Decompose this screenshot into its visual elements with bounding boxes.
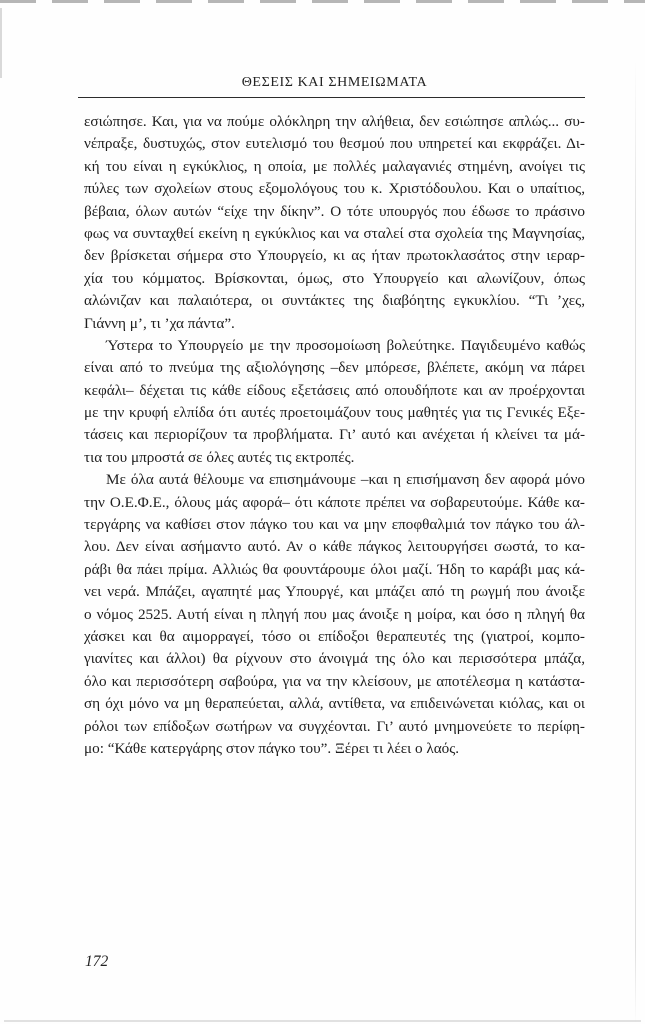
text-line: Ύστερα το Υπουργείο με την προσομοίωση βολεύτηκε. Παγιδευμένο καθώς bbox=[106, 336, 585, 354]
text-line: μο: “Κάθε κατεργάρης στον πάγκο του”. Ξέρει τι λέει ο λαός. bbox=[84, 739, 460, 757]
text-line: νει νερά. Μπάζει, αγαπητέ μας Υπουργέ, και μπάζει από τη ρωγμή που άνοιξε bbox=[84, 583, 585, 601]
text-line: κή του είναι η εγκύκλιος, η οποία, με πολλές μαλαγανιές στημένη, ανοίγει τις bbox=[84, 157, 585, 175]
page-number: 172 bbox=[85, 953, 109, 970]
text-line: Με όλα αυτά θέλουμε να επισημάνουμε –και η επισήμανση δεν αφορά μόνο bbox=[106, 471, 585, 489]
scan-edge-top bbox=[0, 0, 645, 3]
text-line: κεφάλι– δέχεται τις κάθε είδους εξετάσεις από οπουδήποτε και αν προέρχονται bbox=[84, 381, 585, 399]
running-header-title: ΘΕΣΕΙΣ ΚΑΙ ΣΗΜΕΙΩΜΑΤΑ bbox=[241, 75, 428, 90]
paragraph bbox=[84, 469, 585, 760]
text-line: είναι από το πνεύμα της αξιολόγησης –δεν μπόρεσε, βλέπετε, ακόμη να πάρει bbox=[84, 359, 585, 377]
text-line: ρόλοι των επίδοξων σωτήρων να συγχέονται. Γι’ αυτό μνημονεύετε το περίφη- bbox=[84, 717, 585, 735]
scan-edge-left bbox=[0, 8, 2, 78]
text-line: δεν βρίσκεται σήμερα στο Υπουργείο, κι ας ήταν πρωτοκλασάτος στην ιεραρ- bbox=[84, 247, 585, 265]
text-line: την Ο.Ε.Φ.Ε., όλους μάς αφορά– ότι κάποτε πρέπει να σοβαρευτούμε. Κάθε κα- bbox=[84, 493, 585, 511]
text-line: λου. Δεν είναι ασήμαντο αυτό. Αν ο κάθε πάγκος λειτουργήσει σωστά, το κα- bbox=[84, 538, 585, 556]
text-line: ση όχι μόνο να μη θεραπεύεται, αλλά, αντίθετα, να επιδεινώνεται κιόλας, και οι bbox=[84, 695, 585, 713]
header-rule bbox=[78, 97, 585, 98]
text-line: εσιώπησε. Και, για να πούμε ολόκληρη την αλήθεια, δεν εσιώπησε απλώς... συ- bbox=[84, 113, 585, 130]
text-block bbox=[84, 111, 585, 760]
scan-edge-right bbox=[635, 60, 637, 1024]
paragraph bbox=[84, 335, 585, 469]
text-line: χάσκει και θα αιμορραγεί, τόσο οι επίδοξοι θεραπευτές της (γιατροί, κομπο- bbox=[84, 627, 585, 645]
text-line: τεργάρης να καθίσει στον πάγκο του και να μην εποφθαλμιά τον πάγκο του άλ- bbox=[84, 516, 585, 534]
text-line: φως να συνταχθεί εκείνη η εγκύκλιος και να σταλεί στα σχολεία της Μαγνησίας, bbox=[84, 224, 585, 242]
text-line: γιανίτες και άλλοι) θα ρίχνουν στο άνοιγμά της όλο και περισσότερα μπάζα, bbox=[84, 650, 585, 668]
text-line: Γιάννη μ’, τι ’χα πάντα”. bbox=[84, 314, 235, 332]
text-line: αλώνιζαν και παλαιότερα, οι συντάκτες της διαβόητης εγκυκλίου. “Τι ’χες, bbox=[84, 292, 585, 310]
text-line: βέβαια, όλων αυτών “είχε την δίκην”. Ο τότε υπουργός που έδωσε το πράσινο bbox=[84, 202, 585, 220]
text-line: ράβι θα πάει πρίμα. Αλλιώς θα φουντάρουμε όλοι μαζί. Ήδη το καράβι μας κά- bbox=[84, 560, 585, 578]
text-line: πύλες των σχολείων στους εξομολόγους του κ. Χριστόδουλου. Και ο υπαίτιος, bbox=[84, 180, 585, 198]
text-line: ο νόμος 2525. Αυτή είναι η πληγή που μας άνοιξε η μοίρα, και όσο η πληγή θα bbox=[84, 605, 585, 623]
paragraph bbox=[84, 111, 585, 335]
text-line: όλο και περισσότερη σαβούρα, για να την κλείσουν, με αποτέλεσμα η κατάστα- bbox=[84, 672, 585, 690]
text-line: με την κρυφή ελπίδα ότι αυτές προετοιμάζουν τους μαθητές για τις Γενικές Εξε- bbox=[84, 404, 585, 422]
text-line: νέπραξε, δυστυχώς, στον ευτελισμό του θεσμού που υπηρετεί και εκφράζει. Δι- bbox=[84, 135, 585, 153]
text-line: τια του μπροστά σε όλες αυτές τις εκτροπές. bbox=[84, 448, 355, 466]
text-line: τάσεις και περιορίζουν τα προβλήματα. Γι’ αυτό και ανέχεται ή κλείνει τα μά- bbox=[84, 426, 585, 444]
scan-edge-bottom bbox=[4, 1020, 641, 1022]
text-line: χία του κόμματος. Βρίσκονται, όμως, στο Υπουργείο και αλωνίζουν, όπως bbox=[84, 269, 585, 287]
